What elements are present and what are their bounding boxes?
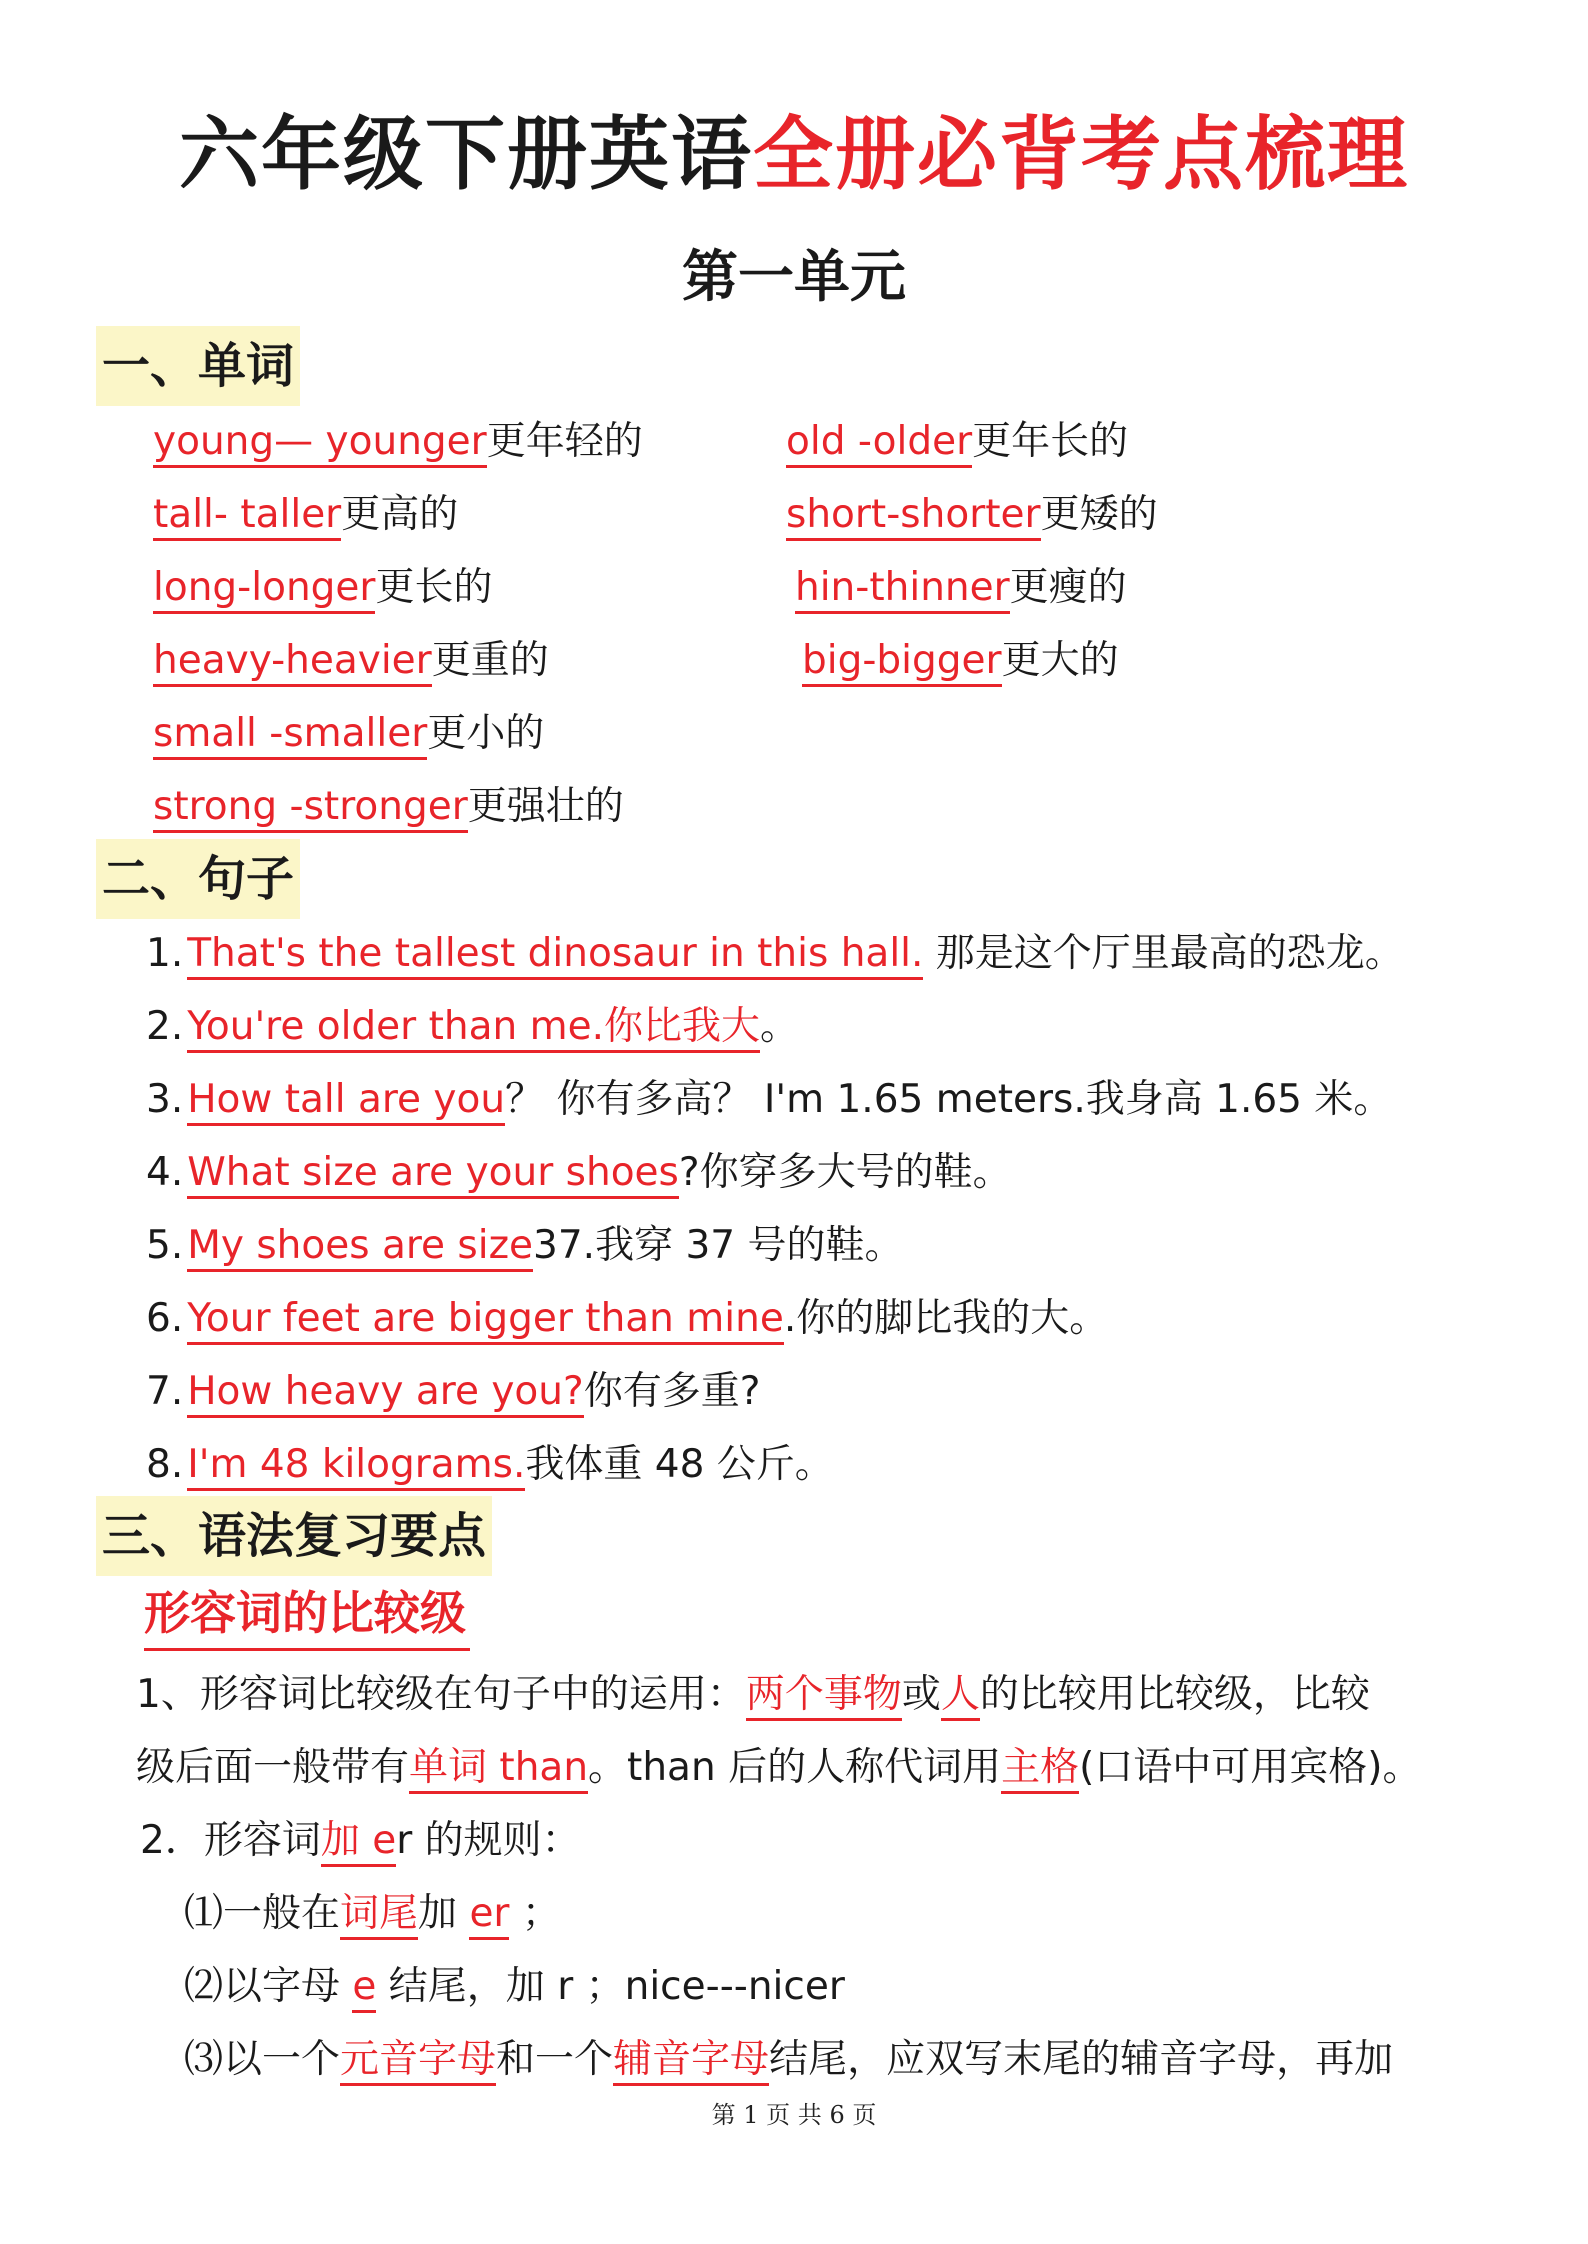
highlight: e	[352, 1964, 376, 2013]
sentence-item	[146, 1145, 1012, 1201]
grammar-paragraph	[136, 1667, 1370, 1723]
word-zh: 更长的	[375, 565, 493, 610]
sentence-en: How heavy are you?	[187, 1369, 583, 1418]
grammar-rule	[184, 1886, 561, 1942]
word-en: hin-thinner	[795, 565, 1010, 614]
word-zh: 更年长的	[972, 419, 1129, 464]
sentence-item	[146, 1437, 834, 1493]
word-en: heavy-heavier	[153, 638, 432, 687]
word-en: tall- taller	[153, 492, 341, 541]
text: ⑴一般在	[184, 1891, 341, 1936]
text: r 的规则：	[396, 1818, 581, 1863]
sentence-zh: 。	[760, 1004, 800, 1049]
title-red: 全册必背考点梳理	[753, 108, 1409, 201]
text: 结尾，加 r ；nice---nicer	[376, 1964, 845, 2009]
word-en: big-bigger	[802, 638, 1002, 687]
text: 1、形容词比较级在句子中的运用：	[136, 1672, 746, 1717]
sentence-item	[146, 1218, 904, 1274]
word-zh: 更瘦的	[1009, 565, 1127, 610]
word-item	[153, 633, 549, 689]
word-en: short-shorter	[786, 492, 1041, 541]
highlight: 加 e	[321, 1818, 396, 1867]
text: 和一个	[496, 2037, 614, 2082]
sentence-zh: 你有多重?	[583, 1369, 761, 1414]
word-item	[795, 560, 1127, 616]
text: 结尾，应双写末尾的辅音字母，再加	[769, 2037, 1394, 2082]
sentence-number: 2.	[146, 1004, 184, 1049]
word-item	[153, 487, 458, 543]
word-zh: 更重的	[431, 638, 549, 683]
word-en: small -smaller	[153, 711, 427, 760]
highlight: er	[469, 1891, 509, 1940]
highlight: 元音字母	[340, 2037, 496, 2086]
word-en: long-longer	[153, 565, 375, 614]
word-zh: 更矮的	[1040, 492, 1158, 537]
sentence-item	[146, 1364, 760, 1420]
sentence-en: I'm 48 kilograms.	[187, 1442, 525, 1491]
title-black: 六年级下册英语	[179, 108, 753, 201]
sentence-en: You're older than me.你比我大	[187, 1004, 760, 1053]
sentence-en: How tall are you	[187, 1077, 505, 1126]
text: 。than 后的人称代词用	[588, 1745, 1002, 1790]
word-item	[153, 414, 643, 470]
sentence-number: 6.	[146, 1296, 184, 1341]
sentence-item	[146, 1291, 1108, 1347]
text: ；	[509, 1891, 561, 1936]
word-item	[153, 779, 624, 835]
page-footer: 第 1 页 共 6 页	[711, 2101, 877, 2129]
sentence-en: That's the tallest dinosaur in this hall.	[187, 931, 923, 980]
section-grammar-heading: 三、语法复习要点	[96, 1496, 492, 1576]
grammar-paragraph	[136, 1740, 1422, 1796]
text: 加	[418, 1891, 470, 1936]
text: ⑵以字母	[184, 1964, 353, 2009]
word-zh: 更年轻的	[486, 419, 643, 464]
sentence-en: Your feet are bigger than mine	[187, 1296, 784, 1345]
sentence-number: 5.	[146, 1223, 184, 1268]
page-title	[0, 105, 1588, 205]
word-zh: 更小的	[427, 711, 545, 756]
word-item	[153, 706, 544, 762]
sentence-zh: 37.我穿 37 号的鞋。	[533, 1223, 904, 1268]
word-zh: 更强壮的	[467, 784, 624, 829]
highlight: 单词 than	[409, 1745, 588, 1794]
sentence-number: 1.	[146, 931, 184, 976]
sentence-item	[146, 999, 799, 1055]
unit-title: 第一单元	[682, 245, 906, 310]
section-sentences-heading: 二、句子	[96, 839, 300, 919]
sentence-zh: 那是这个厅里最高的恐龙。	[923, 931, 1404, 976]
word-en: strong -stronger	[153, 784, 468, 833]
word-zh: 更大的	[1001, 638, 1119, 683]
text: (口语中可用宾格)。	[1079, 1745, 1422, 1790]
text: 的比较用比较级，比较	[979, 1672, 1370, 1717]
sentence-zh: ?你穿多大号的鞋。	[678, 1150, 1012, 1195]
highlight: 主格	[1001, 1745, 1079, 1794]
text: 或	[901, 1672, 941, 1717]
highlight: 词尾	[340, 1891, 418, 1940]
word-item	[153, 560, 492, 616]
sentence-en: My shoes are size	[187, 1223, 533, 1272]
word-item	[786, 414, 1128, 470]
sentence-number: 3.	[146, 1077, 184, 1122]
sentence-item	[146, 1072, 1392, 1128]
sentence-zh: 我体重 48 公斤。	[525, 1442, 834, 1487]
sentence-number: 4.	[146, 1150, 184, 1195]
highlight: 两个事物	[746, 1672, 902, 1721]
sentence-en: What size are your shoes	[187, 1150, 679, 1199]
sentence-zh: ？ 你有多高？ I'm 1.65 meters.我身高 1.65 米。	[505, 1077, 1393, 1122]
sentence-number: 7.	[146, 1369, 184, 1414]
grammar-subtitle: 形容词的比较级	[144, 1578, 470, 1651]
word-en: young— younger	[153, 419, 487, 468]
section-words-heading: 一、单词	[96, 326, 300, 406]
grammar-rule	[184, 2032, 1393, 2088]
highlight: 辅音字母	[613, 2037, 769, 2086]
grammar-rule	[184, 1959, 845, 2015]
word-en: old -older	[786, 419, 972, 468]
text: ⑶以一个	[184, 2037, 341, 2082]
text: 2．形容词	[140, 1818, 321, 1863]
sentence-number: 8.	[146, 1442, 184, 1487]
sentence-zh: .你的脚比我的大。	[783, 1296, 1109, 1341]
word-item	[786, 487, 1158, 543]
sentence-item	[146, 926, 1404, 982]
text: 级后面一般带有	[136, 1745, 410, 1790]
word-item	[802, 633, 1119, 689]
grammar-paragraph	[140, 1813, 581, 1869]
word-zh: 更高的	[341, 492, 459, 537]
highlight: 人	[941, 1672, 980, 1721]
